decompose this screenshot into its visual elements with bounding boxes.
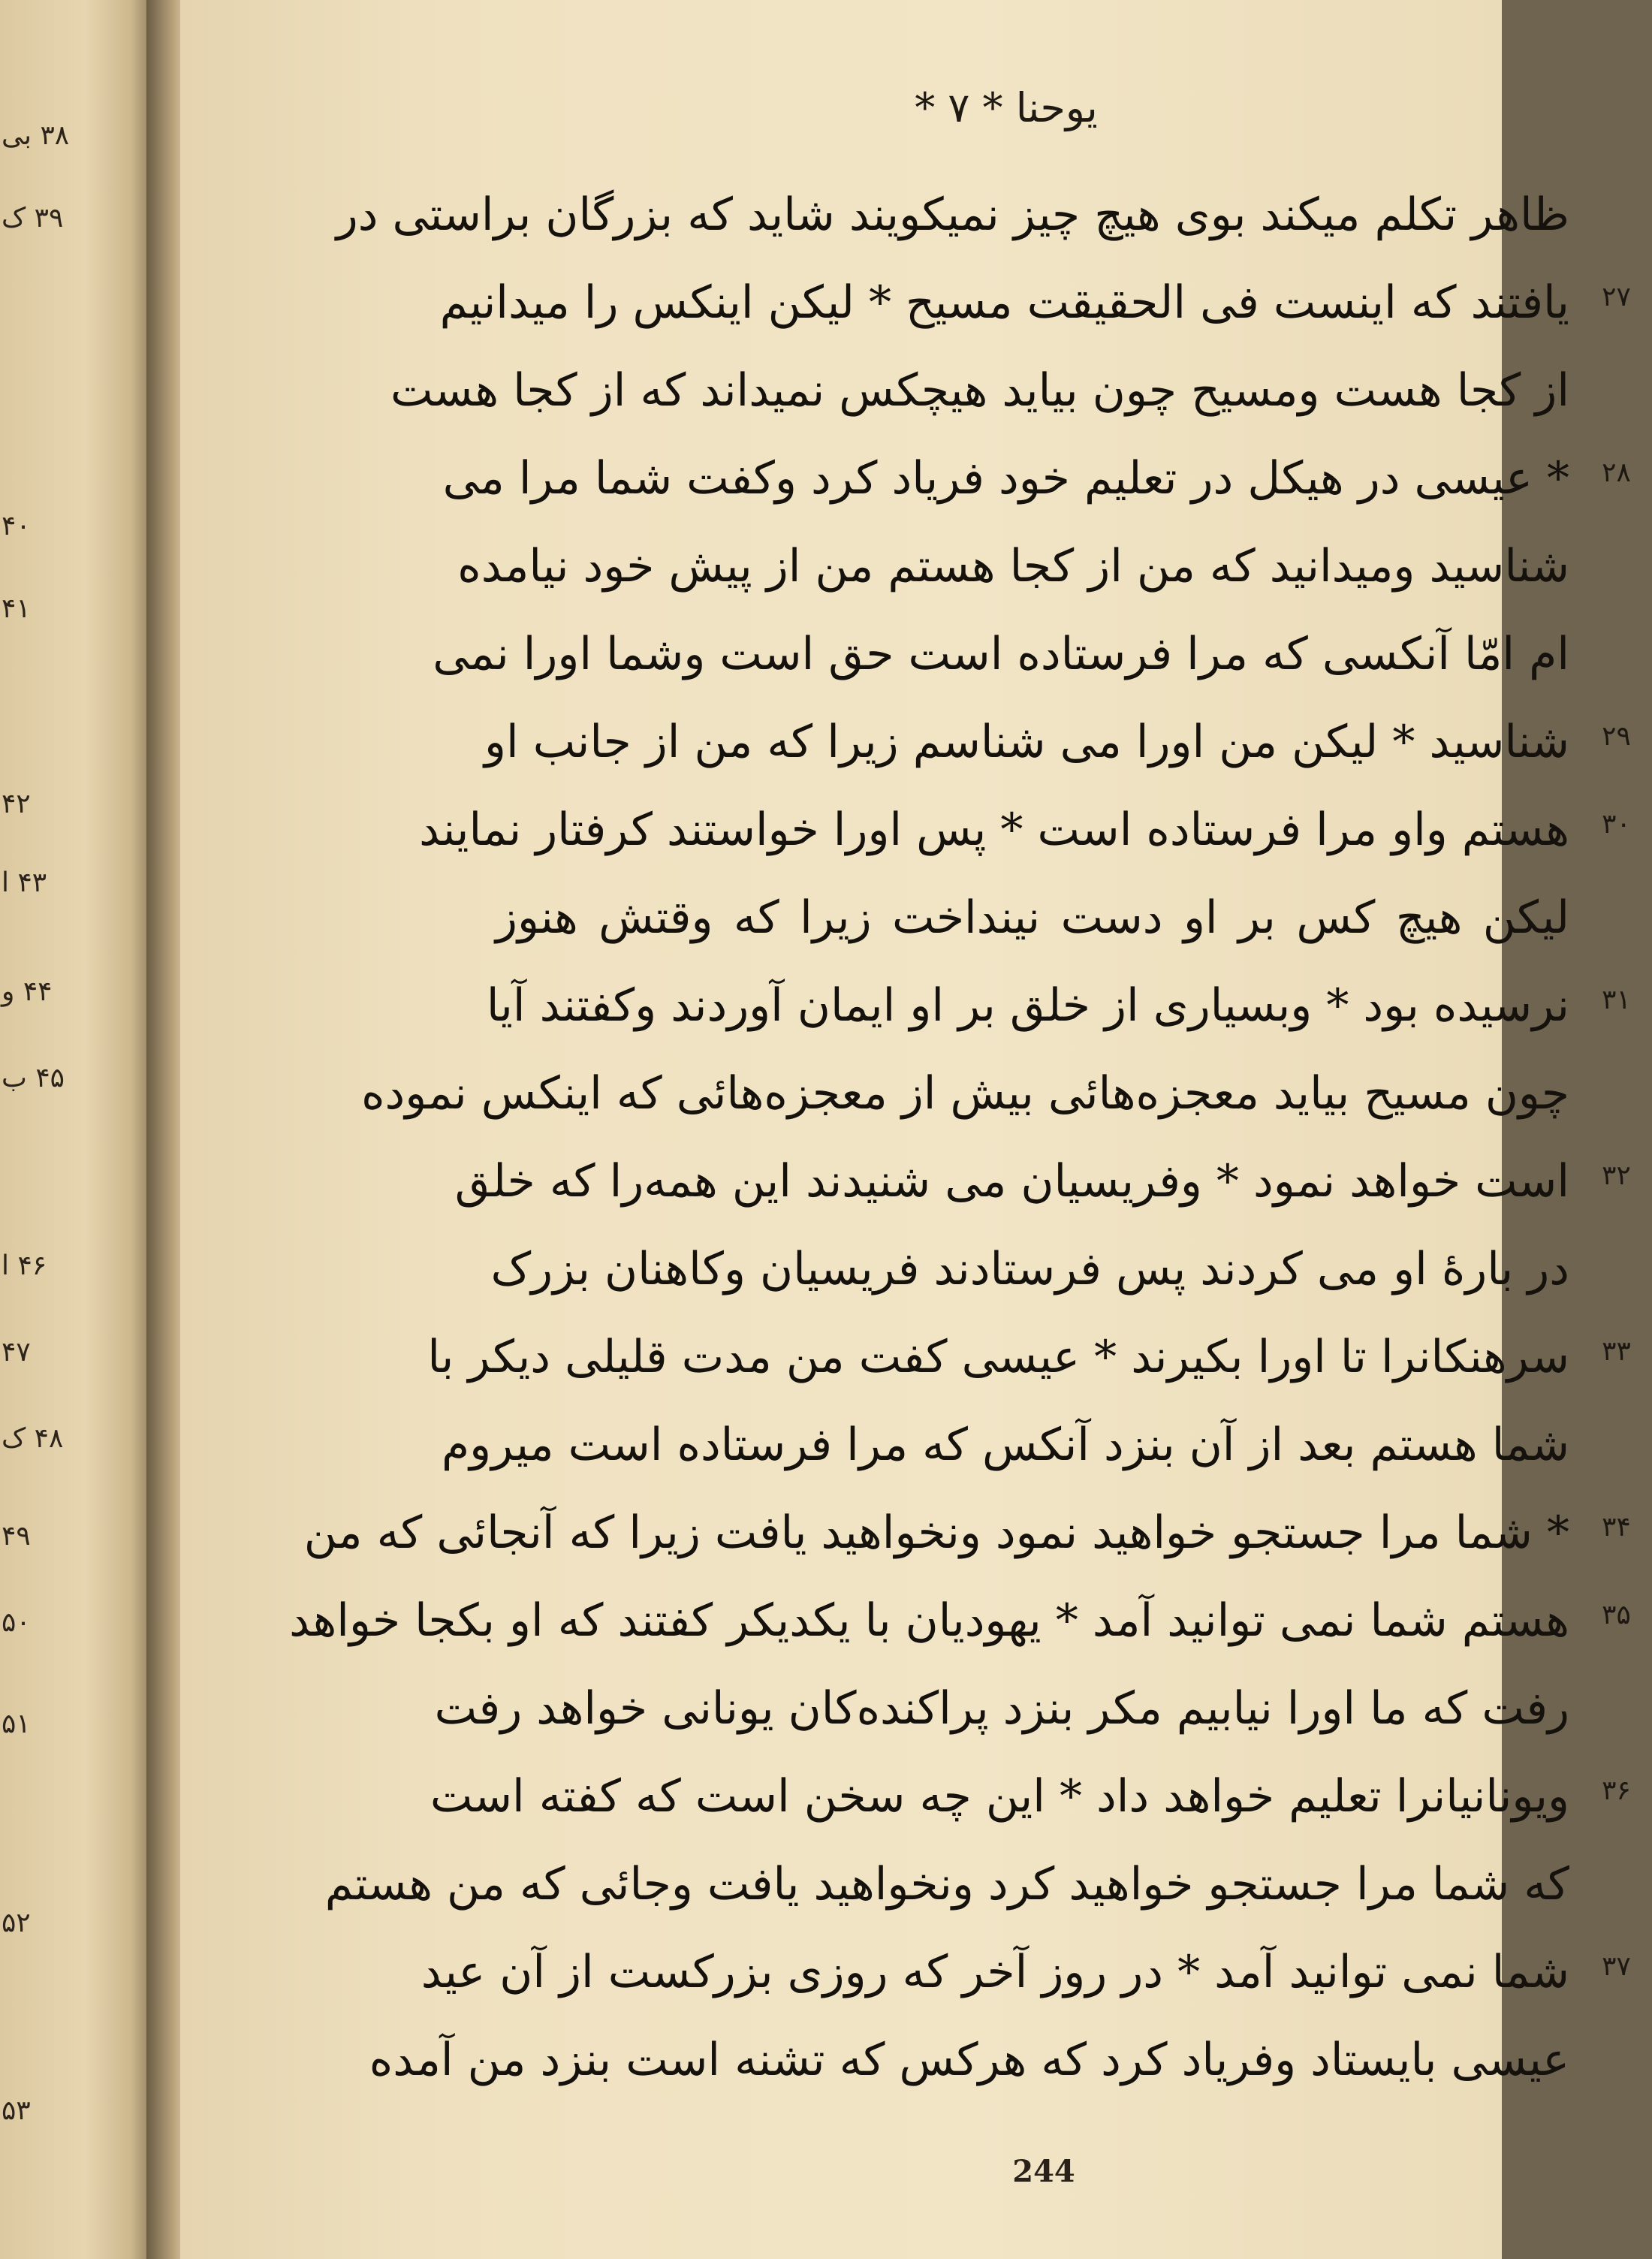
- text-line: [324, 1842, 1614, 1930]
- margin-verse-number: ۴۴ و: [2, 976, 53, 1007]
- line-text: چون مسیح بیاید معجزه‌هائی بیش از معجزه‌هائی که اینکس نموده: [361, 1067, 1569, 1120]
- text-line: [484, 700, 1631, 788]
- text-line: [390, 348, 1614, 436]
- text-line: [490, 1227, 1614, 1315]
- text-line: [369, 2018, 1614, 2106]
- text-line: [442, 1403, 1614, 1491]
- text-line: [419, 788, 1631, 876]
- verse-number: ۳۵: [1602, 1600, 1631, 1630]
- margin-verse-number: ۵۱: [2, 1709, 31, 1739]
- verse-number: ۳۴: [1602, 1512, 1631, 1543]
- text-line: [457, 524, 1614, 612]
- margin-verse-number: ۳۹ ک: [2, 203, 64, 234]
- verse-number: ۳۷: [1602, 1951, 1631, 1982]
- margin-verse-number: ۴۳ ا: [2, 867, 47, 898]
- line-text: است خواهد نمود * وفریسیان می شنیدند این همه‌را که خلق: [454, 1155, 1569, 1208]
- line-text: هستم شما نمی توانید آمد * یهودیان با یکدیکر کفتند که او بکجا خواهد: [289, 1594, 1569, 1647]
- line-text: که شما مرا جستجو خواهید کرد ونخواهید یافت وجائی که من هستم: [324, 1858, 1569, 1911]
- text-line: [361, 1051, 1614, 1139]
- margin-verse-number: ۴۰: [2, 511, 31, 541]
- verse-number: ۳۲: [1602, 1160, 1631, 1191]
- text-line: [439, 261, 1631, 348]
- running-head: یوحنا * ۷ *: [915, 84, 1098, 131]
- book-page: [180, 0, 1631, 2259]
- text-line: [427, 1315, 1631, 1403]
- line-text: شناسید * لیکن من اورا می شناسم زیرا که من از جانب او: [484, 716, 1569, 768]
- margin-verse-number: ۴۵ ب: [2, 1063, 65, 1093]
- text-line: [430, 1754, 1631, 1842]
- margin-verse-number: ۴۷: [2, 1337, 31, 1368]
- text-line: [336, 173, 1614, 261]
- text-line: [454, 1139, 1631, 1227]
- text-line: [486, 964, 1631, 1051]
- previous-page-edge: [0, 0, 154, 2259]
- text-line: [421, 1930, 1631, 2018]
- line-text: * شما مرا جستجو خواهید نمود ونخواهید یافت زیرا که آنجائی که من: [303, 1507, 1569, 1559]
- line-text: شما نمی توانید آمد * در روز آخر که روزی بزرکست از آن عید: [421, 1946, 1569, 1998]
- verse-number: ۳۳: [1602, 1336, 1631, 1367]
- page-number: 244: [1012, 2154, 1075, 2189]
- verse-number: ۲۷: [1602, 282, 1631, 312]
- margin-verse-number: ۴۸ ک: [2, 1423, 64, 1454]
- text-line: [303, 1491, 1631, 1579]
- verse-number: ۳۶: [1602, 1775, 1631, 1806]
- text-block: [289, 173, 1631, 2106]
- line-text: ویونانیانرا تعلیم خواهد داد * این چه سخن است که کفته است: [430, 1770, 1569, 1823]
- line-text: ام امّا آنکسی که مرا فرستاده است حق است وشما اورا نمی: [433, 628, 1569, 680]
- line-text: عیسی بایستاد وفریاد کرد که هرکس که تشنه است بنزد من آمده: [369, 2034, 1569, 2086]
- line-text: هستم واو مرا فرستاده است * پس اورا خواستند کرفتار نمایند: [419, 804, 1569, 856]
- line-text: سرهنکانرا تا اورا بکیرند * عیسی کفت من مدت قلیلی دیکر با: [427, 1331, 1569, 1383]
- text-line: [442, 436, 1631, 524]
- line-text: شما هستم بعد از آن بنزد آنکس که مرا فرستاده است میروم: [442, 1419, 1569, 1471]
- line-text: شناسید ومیدانید که من از کجا هستم من از پیش خود نیامده: [457, 540, 1569, 593]
- margin-verse-number: ۵۲: [2, 1908, 31, 1938]
- line-text: لیکن هیچ کس بر او دست نینداخت زیرا که وقتش هنوز: [496, 891, 1569, 944]
- margin-verse-number: ۵۳: [2, 2095, 31, 2126]
- verse-number: ۳۰: [1602, 809, 1631, 840]
- line-text: در بارهٔ او می کردند پس فرستادند فریسیان وکاهنان بزرک: [490, 1243, 1569, 1295]
- line-text: * عیسی در هیکل در تعلیم خود فریاد کرد وکفت شما مرا می: [442, 452, 1569, 505]
- line-text: یافتند که اینست فی الحقیقت مسیح * لیکن اینکس را میدانیم: [439, 276, 1569, 329]
- verse-number: ۲۹: [1602, 721, 1631, 752]
- text-line: [434, 1666, 1614, 1754]
- margin-verse-number: ۴۶ ا: [2, 1250, 47, 1281]
- line-text: رفت که ما اورا نیابیم مکر بنزد پراکنده‌کان یونانی خواهد رفت: [434, 1682, 1569, 1735]
- margin-verse-number: ۴۲: [2, 789, 31, 819]
- margin-verse-number: ۴۱: [2, 593, 31, 624]
- margin-verse-number: ۳۸ بی: [2, 120, 70, 151]
- verse-number: ۳۱: [1602, 985, 1631, 1015]
- line-text: از کجا هست ومسیح چون بیاید هیچکس نمیداند که از کجا هست: [390, 364, 1569, 417]
- line-text: نرسیده بود * وبسیاری از خلق بر او ایمان آوردند وکفتند آیا: [486, 979, 1569, 1032]
- margin-verse-number: ۵۰: [2, 1607, 31, 1638]
- text-line: [496, 876, 1614, 964]
- text-line: [289, 1579, 1631, 1666]
- text-line: [433, 612, 1614, 700]
- verse-number: ۲۸: [1602, 457, 1631, 488]
- line-text: ظاهر تکلم میکند بوی هیچ چیز نمیکویند شاید که بزرگان براستی در: [336, 189, 1569, 241]
- margin-verse-number: ۴۹: [2, 1521, 31, 1552]
